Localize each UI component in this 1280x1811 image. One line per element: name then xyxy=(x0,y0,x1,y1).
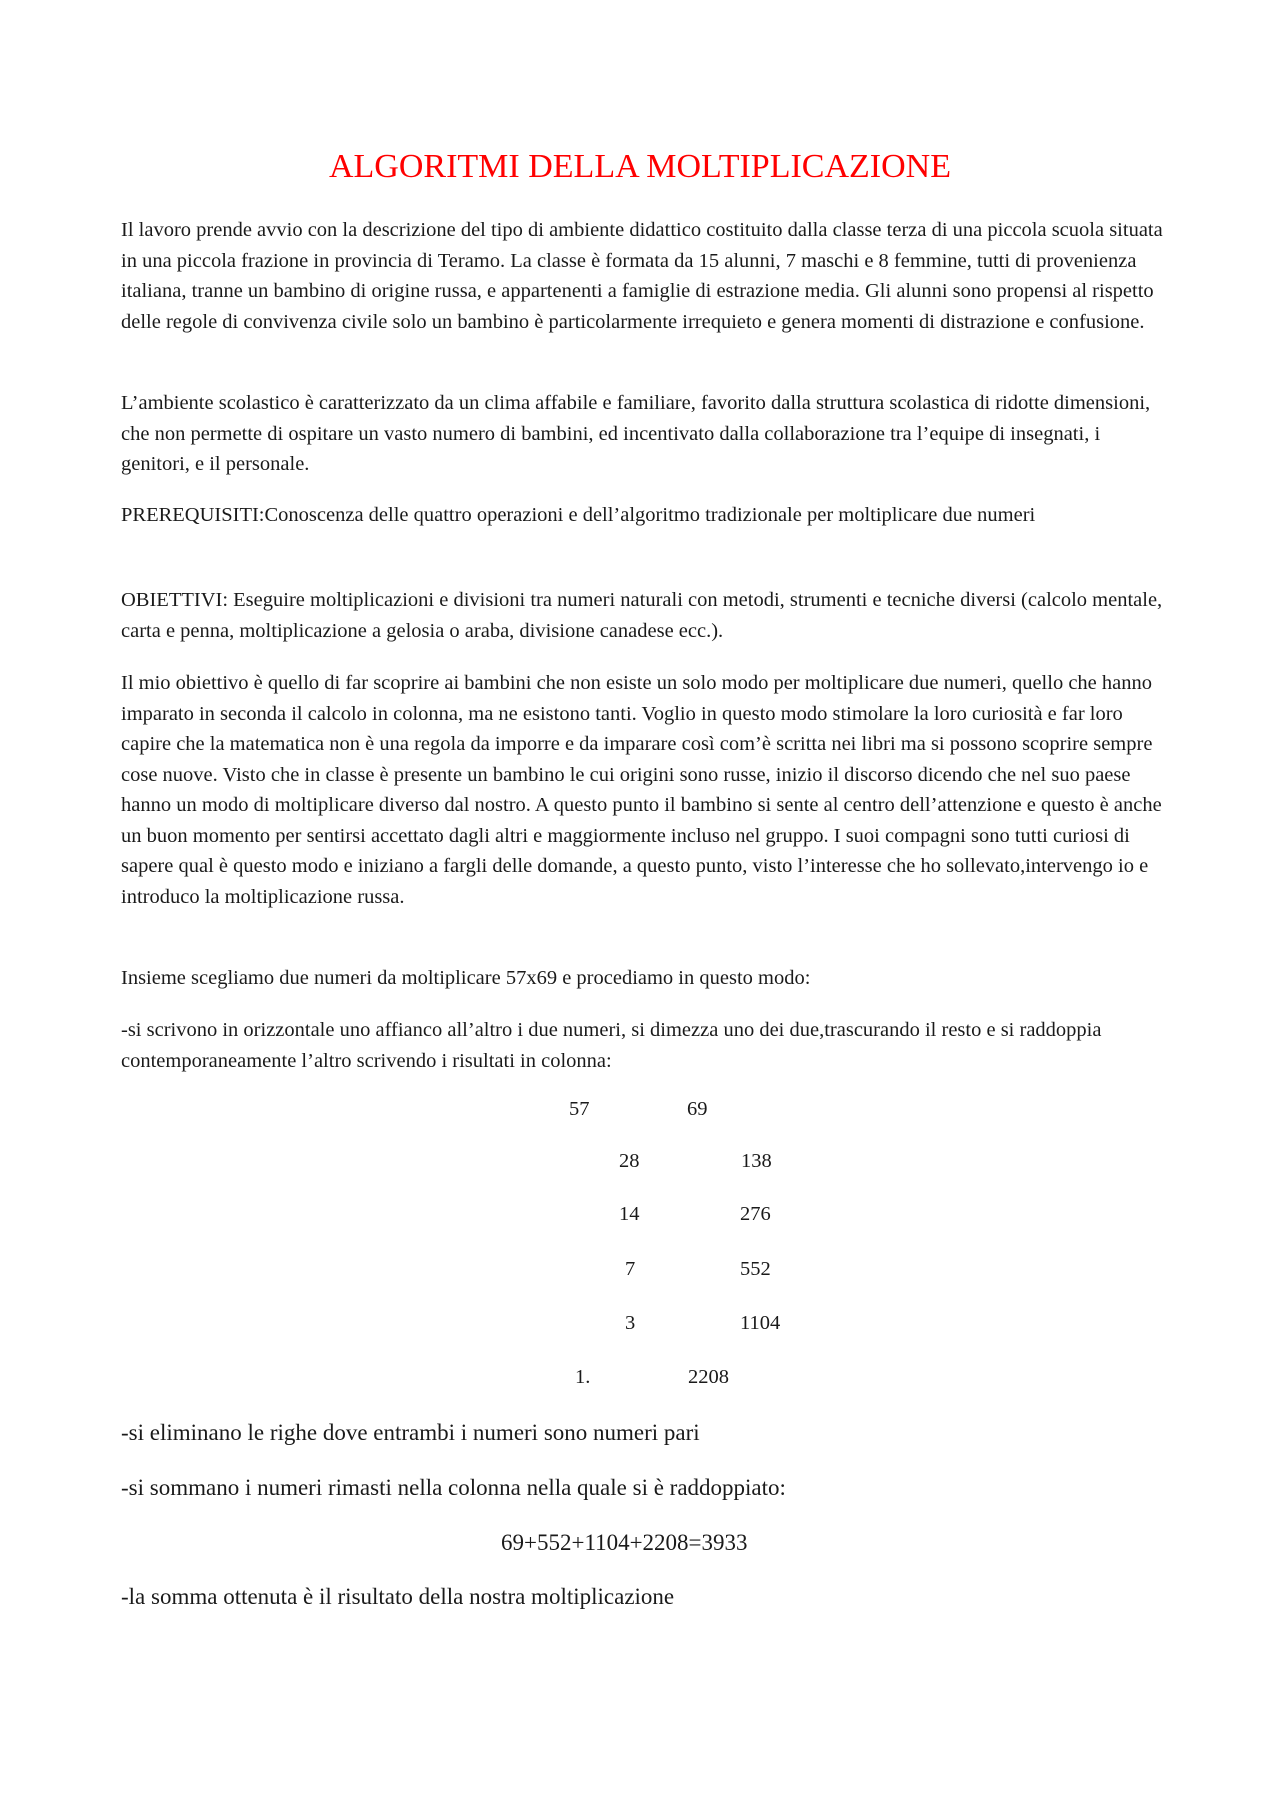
paragraph-mio-obiettivo: Il mio obiettivo è quello di far scoprire ai bambini che non esiste un solo modo per moltiplicare due numeri, quello che hanno imparato in seconda il calcolo in colonna, ma ne esistono tanti. Voglio in questo modo stimolare la loro curiosità e far loro capire che la matematica non è una regola da imporre e da imparare così com’è scritta nei libri ma si possono scoprire sempre cose nuove. Visto che in classe è presente un bambino le cui origini sono russe, inizio il discorso dicendo che nel suo paese hanno un modo di moltiplicare diverso dal nostro. A questo punto il bambino si sente al centro dell’attenzione e questo è anche un buon momento per sentirsi accettato dagli altri e maggiormente incluso nel gruppo. I suoi compagni sono tutti curiosi di sapere qual è questo modo e iniziano a fargli delle domande, a questo punto, visto l’interesse che ho sollevato,intervengo io e introduco la moltiplicazione russa. xyxy=(121,672,1162,908)
paragraph-intro: Il lavoro prende avvio con la descrizione del tipo di ambiente didattico costituito dalla classe terza di una piccola scuola situata in una piccola frazione in provincia di Teramo. La classe è formata da 15 alunni, 7 maschi e 8 femmine, tutti di provenienza italiana, tranne un bambino di origine russa, e appartenenti a famiglie di estrazione media. Gli alunni sono propensi al rispetto delle regole di convivenza civile solo un bambino è particolarmente irrequieto e genera momenti di distrazione e confusione. xyxy=(121,219,1163,333)
table-right-cell: 1104 xyxy=(740,1312,781,1334)
table-left-cell: 3 xyxy=(625,1312,636,1334)
table-right-cell: 69 xyxy=(687,1098,708,1120)
table-left-cell: 7 xyxy=(625,1258,636,1280)
paragraph-obiettivi: OBIETTIVI: Eseguire moltiplicazioni e divisioni tra numeri naturali con metodi, strumenti e tecniche diversi (calcolo mentale, carta e penna, moltiplicazione a gelosia o araba, divisione canadese ecc.). xyxy=(121,589,1163,642)
paragraph-step1: -si scrivono in orizzontale uno affianco all’altro i due numeri, si dimezza uno dei due,trascurando il resto e si raddoppia contemporaneamente l’altro scrivendo i risultati in colonna: xyxy=(121,1019,1102,1072)
table-left-cell: 14 xyxy=(619,1203,640,1225)
paragraph-ambiente: L’ambiente scolastico è caratterizzato da un clima affabile e familiare, favorito dalla struttura scolastica di ridotte dimensioni, che non permette di ospitare un vasto numero di bambini, ed incentivato dalla collaborazione tra l’equipe di insegnati, i genitori, e il personale. xyxy=(121,392,1151,475)
table-left-cell: 1. xyxy=(575,1366,591,1388)
table-left-cell: 28 xyxy=(619,1150,640,1172)
paragraph-step4: -la somma ottenuta è il risultato della nostra moltiplicazione xyxy=(121,1584,675,1609)
table-right-cell: 276 xyxy=(740,1203,771,1225)
paragraph-prerequisiti: PREREQUISITI:Conoscenza delle quattro operazioni e dell’algoritmo tradizionale per moltiplicare due numeri xyxy=(121,504,1036,526)
document-title: ALGORITMI DELLA MOLTIPLICAZIONE xyxy=(328,148,951,185)
table-right-cell: 2208 xyxy=(688,1366,729,1388)
paragraph-step2: -si eliminano le righe dove entrambi i numeri sono numeri pari xyxy=(121,1420,700,1445)
table-right-cell: 138 xyxy=(741,1150,772,1172)
paragraph-insieme: Insieme scegliamo due numeri da moltiplicare 57x69 e procediamo in questo modo: xyxy=(121,967,811,989)
table-right-cell: 552 xyxy=(740,1258,771,1280)
paragraph-step3: -si sommano i numeri rimasti nella colonna nella quale si è raddoppiato: xyxy=(121,1475,786,1500)
table-left-cell: 57 xyxy=(569,1098,590,1120)
sum-equation: 69+552+1104+2208=3933 xyxy=(501,1530,748,1555)
